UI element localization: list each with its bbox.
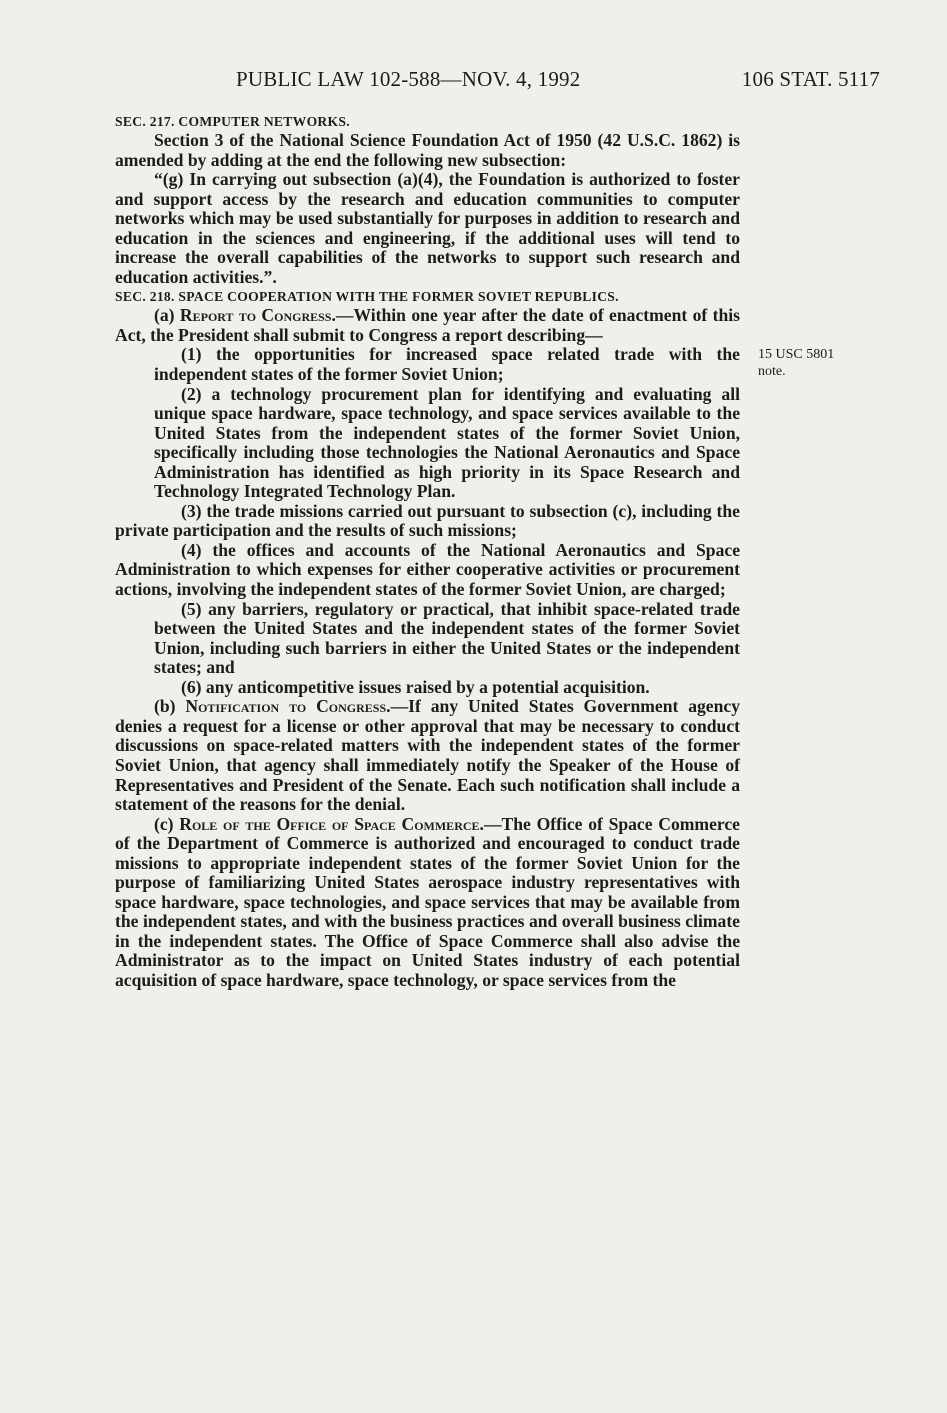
section-217-amendment-text: “(g) In carrying out subsection (a)(4), the Foundation is authorized to foster and support access by the research and education communities to computer networks which may be used substantially for purposes in addition to research and education in the sciences and engineering, if the additional uses will tend to increase the overall capabilities of the networks to support such research and education activities.”. [115,169,740,287]
subsection-c-text: —The Office of Space Commerce of the Department of Commerce is authorized and encouraged to conduct trade missions to appropriate independent states of the former Soviet Union for the purpose of familiarizing United States aerospace industry representatives with space hardware, space technologies, and space services that may be available from the independent states, and with the business practices and overall business climate in the independent states. The Office of Space Commerce shall also advise the Administrator as to the impact on United States industry of each potential acquisition of space hardware, space technology, or space services from the [115,813,740,990]
section-217-heading: SEC. 217. COMPUTER NETWORKS. [115,114,350,129]
list-item-6: (6) any anticompetitive issues raised by a potential acquisition. [181,676,650,697]
margin-note [758,346,878,380]
section-217-paragraph: Section 3 of the National Science Foundation Act of 1950 (42 U.S.C. 1862) is amended by adding at the end the following new subsection: [115,130,740,170]
list-item-5: (5) any barriers, regulatory or practical, that inhibit space-related trade between the United States and the independent states of the former Soviet Union, including such barriers in either the United States or the independent states; and [154,598,740,678]
subsection-c [115,815,740,991]
law-title: PUBLIC LAW 102-588—NOV. 4, 1992 [236,67,581,91]
subsection-b-text: —If any United States Government agency denies a request for a license or other approval that may be necessary to conduct discussions on space-related matters with the independent states of the former Soviet Union, that agency shall immediately notify the Speaker of the House of Representatives and President of the Senate. Each such notification shall include a statement of the reasons for the denial. [115,696,741,815]
document-body [115,112,740,991]
subsection-b-label: (b) [154,696,186,717]
list-item-1: (1) the opportunities for increased space related trade with the independent states of the former Soviet Union; [154,344,740,385]
margin-note-citation: 15 USC 5801 [758,347,835,362]
subsection-b-caption: Notification to Congress. [185,696,391,717]
subsection-a-label: (a) [154,305,180,326]
list-item-2: (2) a technology procurement plan for identifying and evaluating all unique space hardware, space technology, and space services available to the United States from the independent states of the former Soviet Union, specifically including those technologies the National Aeronautics and Space Administration has identified as high priority in its Space Research and Technology Integrated Technology Plan. [154,383,740,502]
subsection-c-caption: Role of the Office of Space Commerce. [179,813,484,834]
statute-page-number: 106 STAT. 5117 [741,67,880,91]
subsection-c-label: (c) [154,813,180,834]
section-218-heading: SEC. 218. SPACE COOPERATION WITH THE FORMER SOVIET REPUBLICS. [115,289,619,305]
subsection-a-text: —Within one year after the date of enactment of this Act, the President shall submit to Congress a report describing— [115,305,741,345]
subsection-a-caption: Report to Congress. [179,305,336,326]
list-item-4: (4) the offices and accounts of the National Aeronautics and Space Administration to which expenses for either cooperative activities or procurement actions, involving the independent states of the former Soviet Union, are charged; [115,539,740,600]
list-item-3: (3) the trade missions carried out pursuant to subsection (c), including the private participation and the results of such missions; [115,500,740,541]
page-header [236,64,880,94]
subsection-a [115,306,740,345]
subsection-b [115,697,740,814]
margin-note-label: note. [758,364,786,379]
